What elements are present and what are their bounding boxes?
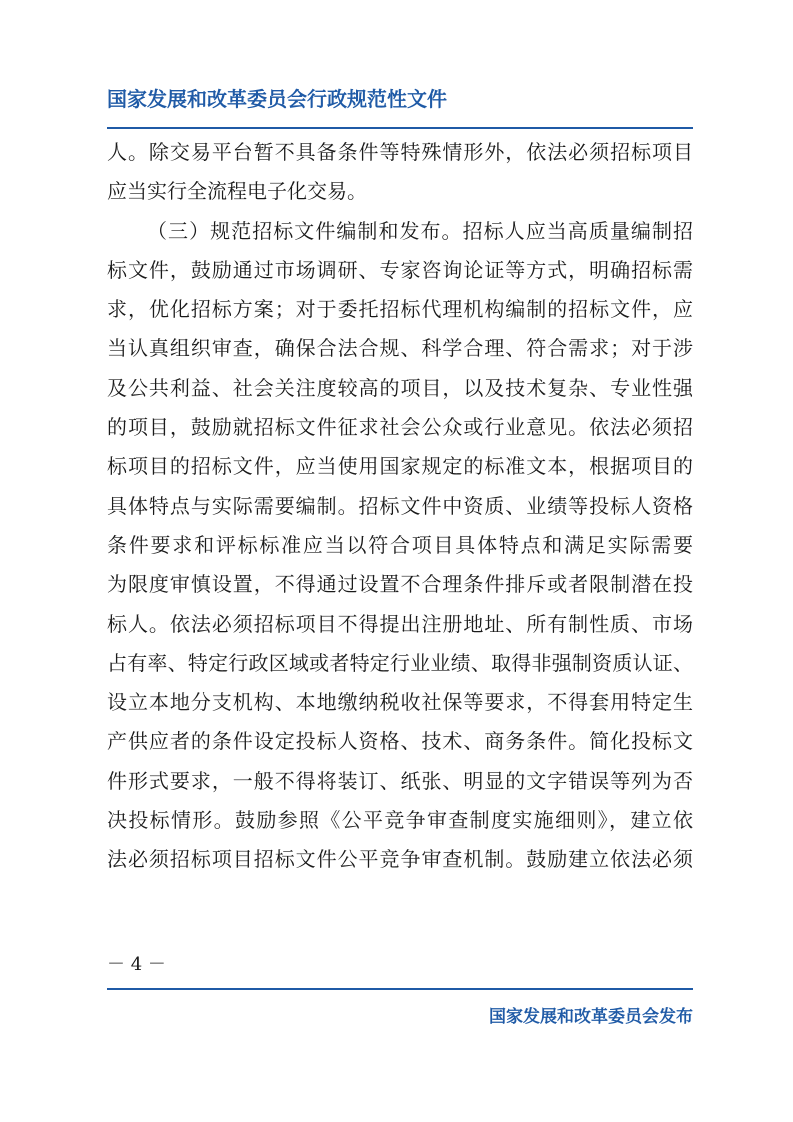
header-divider <box>107 127 693 129</box>
body-line: 法必须招标项目招标文件公平竞争审查机制。鼓励建立依法必须 <box>107 847 693 872</box>
body-line: 标文件，鼓励通过市场调研、专家咨询论证等方式，明确招标需 <box>107 257 693 282</box>
body-line: 求，优化招标方案；对于委托招标代理机构编制的招标文件，应 <box>107 297 693 322</box>
body-line: 的项目，鼓励就招标文件征求社会公众或行业意见。依法必须招 <box>107 415 693 440</box>
body-line: 及公共利益、社会关注度较高的项目，以及技术复杂、专业性强 <box>107 375 693 400</box>
body-line: 为限度审慎设置，不得通过设置不合理条件排斥或者限制潜在投 <box>107 572 693 597</box>
page-number: － 4 － <box>107 954 166 975</box>
body-line: 条件要求和评标标准应当以符合项目具体特点和满足实际需要 <box>107 532 693 557</box>
body-line: 占有率、特定行政区域或者特定行业业绩、取得非强制资质认证、 <box>107 650 693 675</box>
footer-divider <box>107 988 693 990</box>
document-body <box>107 133 693 880</box>
footer-publisher: 国家发展和改革委员会发布 <box>489 1007 693 1027</box>
body-line: 具体特点与实际需要编制。招标文件中资质、业绩等投标人资格 <box>107 493 693 518</box>
body-line: 人。除交易平台暂不具备条件等特殊情形外，依法必须招标项目 <box>107 140 693 164</box>
body-line: 决投标情形。鼓励参照《公平竞争审查制度实施细则》，建立依 <box>107 808 693 833</box>
section-heading-line: （三）规范招标文件编制和发布。招标人应当高质量编制招 <box>147 218 693 243</box>
body-line: 标项目的招标文件，应当使用国家规定的标准文本，根据项目的 <box>107 454 693 479</box>
document-header-title: 国家发展和改革委员会行政规范性文件 <box>107 87 447 111</box>
body-line: 应当实行全流程电子化交易。 <box>107 179 367 204</box>
body-line: 产供应者的条件设定投标人资格、技术、商务条件。简化投标文 <box>107 729 693 754</box>
body-line: 件形式要求，一般不得将装订、纸张、明显的文字错误等列为否 <box>107 768 693 793</box>
body-line: 标人。依法必须招标项目不得提出注册地址、所有制性质、市场 <box>107 611 693 636</box>
body-line: 当认真组织审查，确保合法合规、科学合理、符合需求；对于涉 <box>107 336 693 361</box>
body-line: 设立本地分支机构、本地缴纳税收社保等要求，不得套用特定生 <box>107 690 693 715</box>
